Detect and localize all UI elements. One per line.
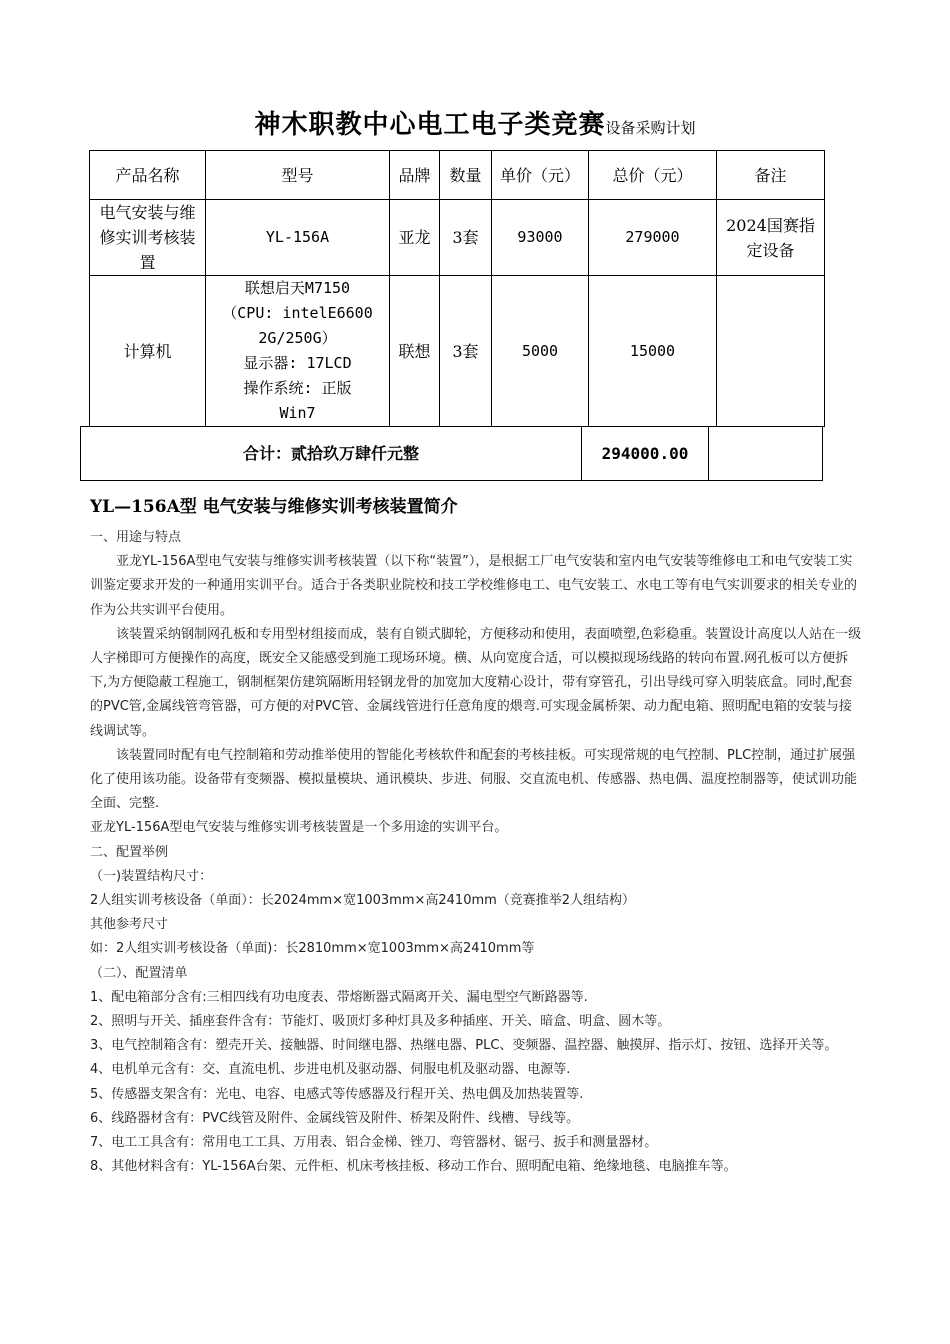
paragraph: 3、电气控制箱含有：塑壳开关、接触器、时间继电器、热继电器、PLC、变频器、温控器、触摸屏、指示灯、按钮、选择开关等。 xyxy=(90,1038,838,1054)
paragraph: 6、线路器材含有：PVC线管及附件、金属线管及附件、桥架及附件、线槽、导线等。 xyxy=(90,1110,580,1126)
intro-heading: YL—156A型 电气安装与维修实训考核装置简介 xyxy=(90,497,458,517)
paragraph: 亚龙YL-156A型电气安装与维修实训考核装置是一个多用途的实训平台。 xyxy=(90,820,508,836)
paragraph: 其他参考尺寸 xyxy=(90,917,169,933)
cell-model xyxy=(206,276,390,427)
paragraph: 8、其他材料含有：YL-156A台架、元件柜、机床考核挂板、移动工作台、照明配电箱、绝缘地毯、电脑推车等。 xyxy=(90,1159,737,1175)
model-line: 显示器: 17LCD xyxy=(243,354,352,372)
cell-total: 15000 xyxy=(589,276,717,427)
model-line: 操作系统: 正版 xyxy=(243,379,352,397)
model-line: 2G/250G） xyxy=(258,329,337,347)
header-qty: 数量 xyxy=(440,151,492,200)
paragraph: 如：2人组实训考核设备（单面)：长2810mm×宽1003mm×高2410mm等 xyxy=(90,941,535,957)
paragraph: 4、电机单元含有：交、直流电机、步进电机及驱动器、伺服电机及驱动器、电源等. xyxy=(90,1062,571,1078)
model-line: Win7 xyxy=(279,404,316,422)
paragraph: 2、照明与开关、插座套件含有：节能灯、吸顶灯多种灯具及多种插座、开关、暗盒、明盒、圆木等。 xyxy=(90,1014,671,1030)
cell-note xyxy=(717,276,825,427)
cell-qty: 3套 xyxy=(440,200,492,276)
total-value: 294000.00 xyxy=(581,427,709,480)
header-model: 型号 xyxy=(206,151,390,200)
cell-unit-price: 5000 xyxy=(492,276,589,427)
paragraph: 一、用途与特点 xyxy=(90,530,182,545)
header-note: 备注 xyxy=(717,151,825,200)
paragraph: 该装置同时配有电气控制箱和劳动推举使用的智能化考核软件和配套的考核挂板。可实现常规的电气控制、PLC控制，通过扩展强化了使用该功能。设备带有变频器、模拟量模块、通讯模块、步进、伺服、交直流电机、传感器、热电偶、温度控制器等，使试训功能全面、完整. xyxy=(90,747,858,812)
header-name: 产品名称 xyxy=(90,151,206,200)
model-line: （CPU: intelE6600 xyxy=(222,304,373,322)
paragraph: （二）、配置清单 xyxy=(90,965,188,981)
paragraph: （一)装置结构尺寸： xyxy=(90,868,213,884)
title-suffix: 设备采购计划 xyxy=(605,119,696,137)
paragraph: 二、配置举例 xyxy=(90,844,169,860)
intro-body xyxy=(90,526,862,1179)
header-unit-price: 单价（元） xyxy=(492,151,589,200)
cell-total: 279000 xyxy=(589,200,717,276)
cell-unit-price: 93000 xyxy=(492,200,589,276)
procurement-table xyxy=(89,150,825,427)
cell-model: YL-156A xyxy=(206,200,390,276)
cell-name: 电气安装与维修实训考核装置 xyxy=(90,200,206,276)
model-line: 联想启天M7150 xyxy=(244,279,351,297)
paragraph: 1、配电箱部分含有:三相四线有功电度表、带熔断器式隔离开关、漏电型空气断路器等. xyxy=(90,989,588,1005)
cell-brand: 联想 xyxy=(390,276,440,427)
table-header-row xyxy=(90,151,825,200)
header-total: 总价（元） xyxy=(589,151,717,200)
table-row xyxy=(90,276,825,427)
table-row xyxy=(90,200,825,276)
page-title xyxy=(0,104,950,141)
table-total-row xyxy=(80,426,823,481)
paragraph: 亚龙YL-156A型电气安装与维修实训考核装置（以下称“装置”），是根据工厂电气安装和室内电气安装等维修电工和电气安装工实训鉴定要求开发的一种通用实训平台。适合于各类职业院校和技工学校维修电工、电气安装工、水电工等有电气实训要求的相关专业的作为公共实训平台使用。 xyxy=(90,554,858,618)
header-brand: 品牌 xyxy=(390,151,440,200)
cell-qty: 3套 xyxy=(440,276,492,427)
paragraph: 2人组实训考核设备（单面）：长2024mm×宽1003mm×高2410mm（竞赛推举2人组结构） xyxy=(90,893,636,909)
cell-name: 计算机 xyxy=(90,276,206,427)
cell-note: 2024国赛指定设备 xyxy=(717,200,825,276)
paragraph: 该装置采纳钢制网孔板和专用型材组接而成，装有自锁式脚轮，方便移动和使用，表面喷塑,色彩稳重。装置设计高度以人站在一级人字梯即可方便操作的高度，既安全又能感受到施工现场环境。横、从向宽度合适，可以模拟现场线路的转向布置.网孔板可以方便拆下,为方便隐蔽工程施工，钢制框架仿建筑隔断用轻钢龙骨的加宽加大度精心设计，带有穿管孔，引出导线可穿入明装底盒。同时,配套的PVC管,金属线管弯管器，可方便的对PVC管、金属线管进行任意角度的煨弯.可实现金属桥架、动力配电箱、照明配电箱的安装与接线调试等。 xyxy=(90,626,862,739)
total-label: 合计：贰拾玖万肆仟元整 xyxy=(242,444,419,463)
title-main: 神木职教中心电工电子类竞赛 xyxy=(254,110,606,140)
cell-brand: 亚龙 xyxy=(390,200,440,276)
paragraph: 5、传感器支架含有：光电、电容、电感式等传感器及行程开关、热电偶及加热装置等. xyxy=(90,1086,584,1102)
paragraph: 7、电工工具含有：常用电工工具、万用表、铝合金梯、锉刀、弯管器材、锯弓、扳手和测量器材。 xyxy=(90,1135,658,1151)
